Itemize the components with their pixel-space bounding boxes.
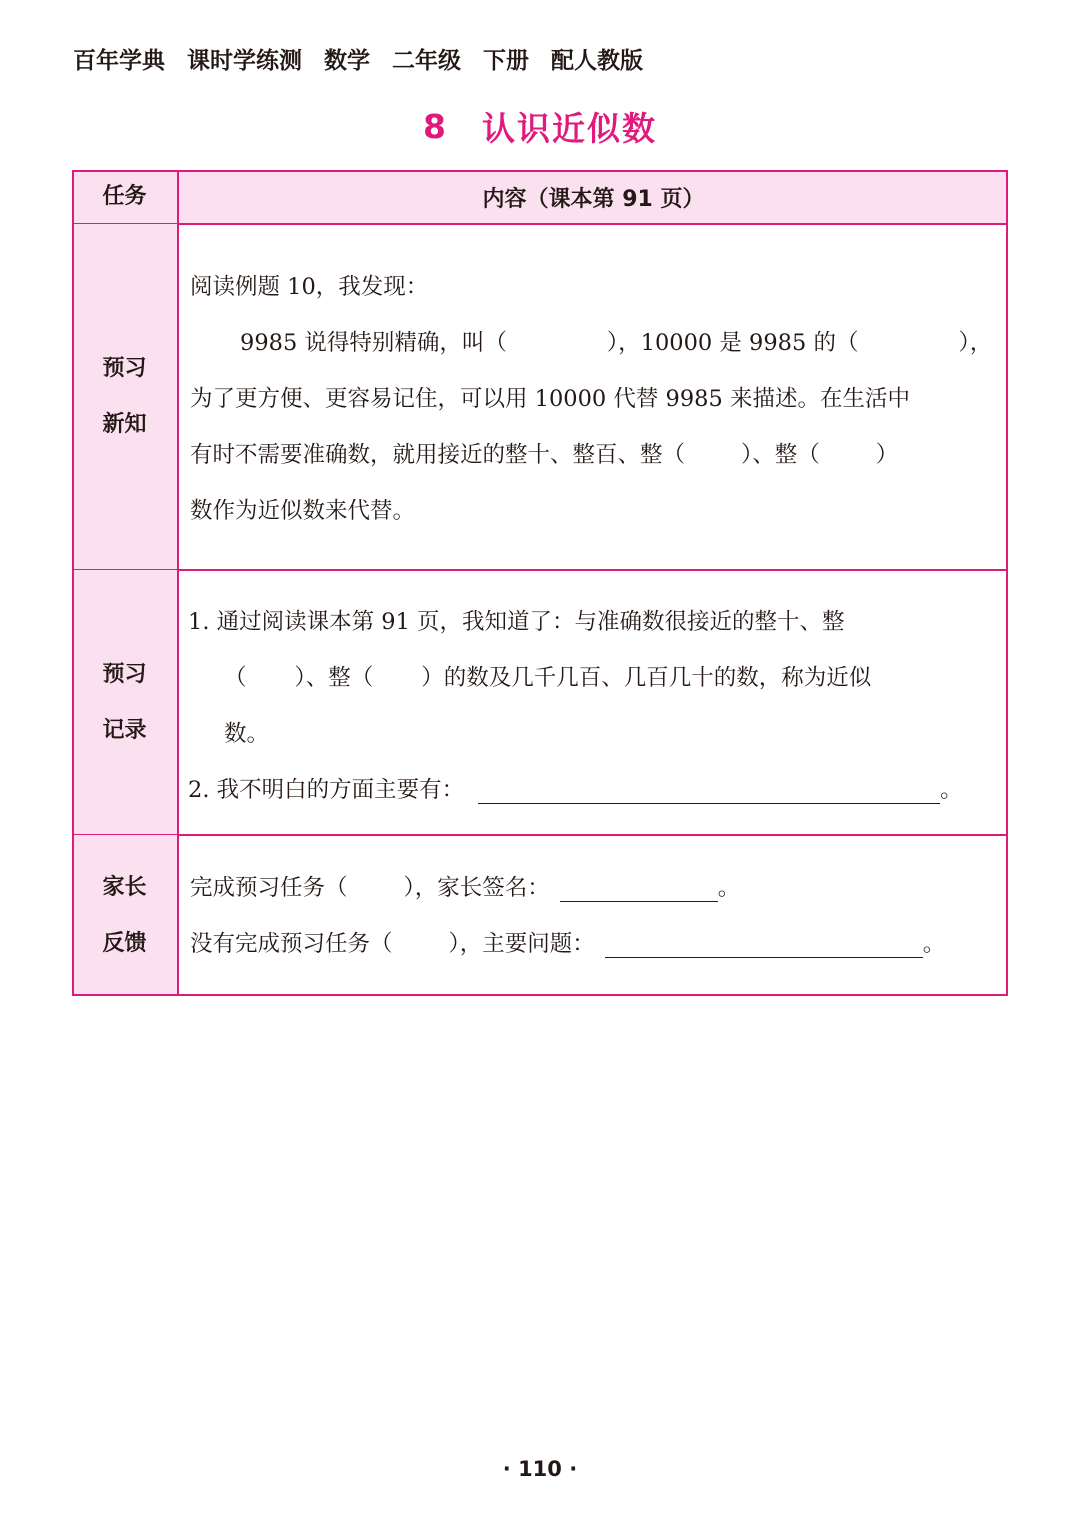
text-segment: ）、整（	[741, 442, 820, 468]
task-label-line: 预习	[102, 356, 147, 381]
task-label-line: 家长	[102, 874, 147, 900]
lesson-name: 认识近似数	[481, 108, 657, 148]
page-number: · 110 ·	[502, 1457, 578, 1481]
header-item: 百年学典	[73, 47, 165, 74]
lesson-number: 8	[423, 106, 446, 146]
content-column-header: 内容（课本第 91 页）	[482, 186, 705, 212]
header-item: 课时学练测	[187, 47, 302, 74]
text-segment: ）的数及几千几百、几百几十的数，称为近似	[421, 665, 872, 691]
preview-table	[72, 170, 1008, 996]
text-segment: 。	[940, 777, 963, 803]
text-segment: ），主要问题：	[448, 931, 595, 957]
text-segment: 。	[717, 875, 741, 901]
table-border	[72, 170, 1008, 996]
text-segment: 2. 我不明白的方面主要有：	[188, 777, 465, 803]
text-segment: 9985 说得特别精确，叫（	[240, 330, 507, 356]
text-segment: 为了更方便、更容易记住，可以用 10000 代替 9985 来描述。在生活中	[190, 386, 910, 412]
task-label-line: 反馈	[102, 930, 147, 956]
text-segment: ），10000 是 9985 的（	[606, 330, 859, 356]
header-item: 二年级	[392, 47, 461, 74]
task-label-line: 新知	[102, 412, 147, 437]
book-header	[73, 40, 665, 76]
text-segment: 数作为近似数来代替。	[190, 498, 416, 524]
text-segment: （	[224, 665, 247, 691]
text-segment: 1. 通过阅读课本第 91 页，我知道了：与准确数很接近的整十、整	[188, 609, 845, 635]
task-header-label: 任务	[102, 184, 147, 209]
task-label-line: 预习	[102, 661, 147, 687]
text-segment: ），	[958, 330, 993, 356]
text-segment: 完成预习任务（	[190, 875, 348, 901]
lesson-title	[0, 98, 1080, 154]
text-segment: 有时不需要准确数，就用接近的整十、整百、整（	[190, 442, 686, 468]
header-item: 数学	[324, 47, 370, 74]
text-segment: 没有完成预习任务（	[190, 931, 393, 957]
header-item: 配人教版	[551, 47, 643, 74]
text-segment: ）	[875, 442, 899, 468]
text-segment: 阅读例题 10，我发现：	[190, 274, 429, 300]
text-segment: ），家长签名：	[403, 875, 550, 901]
header-item: 下册	[483, 47, 529, 74]
text-segment: 数。	[224, 721, 270, 747]
task-label-line: 记录	[102, 717, 147, 743]
text-segment: ）、整（	[294, 665, 374, 691]
text-segment: 。	[922, 931, 946, 957]
